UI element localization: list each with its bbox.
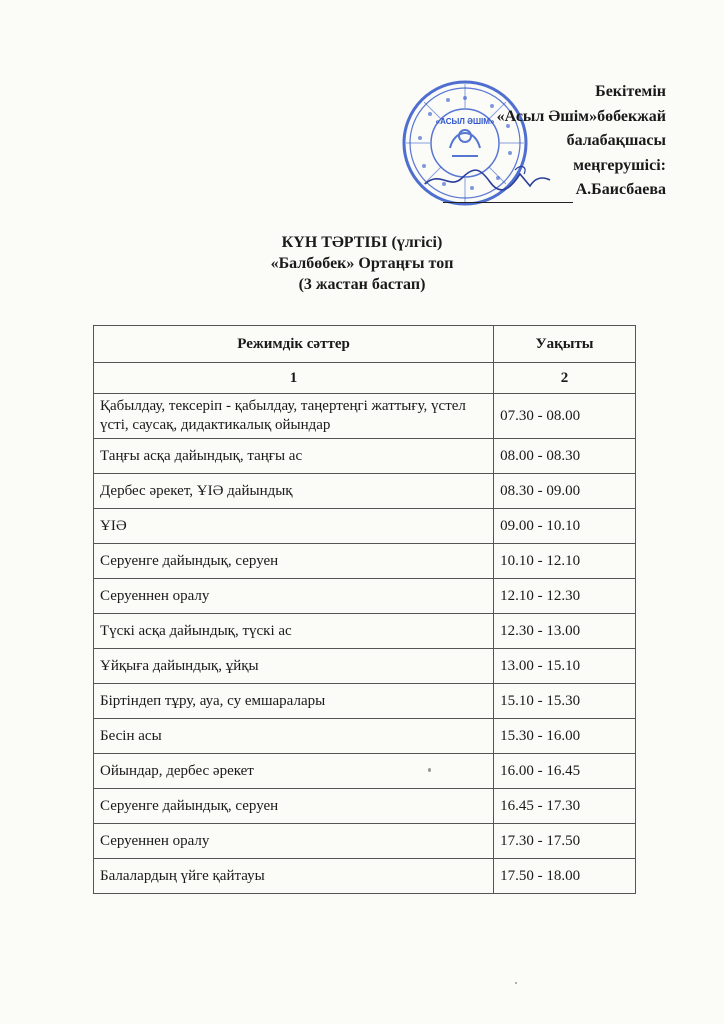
column-number-row <box>94 363 636 394</box>
activity-cell: Серуеннен оралу <box>94 579 494 614</box>
activity-cell: Балалардың үйге қайтауы <box>94 859 494 894</box>
approval-line: балабақшасы <box>566 132 666 149</box>
activity-cell: Қабылдау, тексеріп - қабылдау, таңертеңгі жаттығу, үстел үсті, саусақ, дидактикалық ойындар <box>94 394 494 439</box>
time-cell: 08.00 - 08.30 <box>494 439 636 474</box>
activity-cell: Түскі асқа дайындық, түскі ас <box>94 614 494 649</box>
table-row <box>94 579 636 614</box>
table-row <box>94 859 636 894</box>
table-row <box>94 754 636 789</box>
title-line-3: (3 жастан бастап) <box>298 276 426 293</box>
time-cell: 17.50 - 18.00 <box>494 859 636 894</box>
activity-cell: Біртіндеп тұру, ауа, су емшаралары <box>94 684 494 719</box>
table-row <box>94 614 636 649</box>
header-time: Уақыты <box>494 326 636 363</box>
table-row <box>94 509 636 544</box>
time-cell: 16.45 - 17.30 <box>494 789 636 824</box>
activity-cell: Дербес әрекет, ҰІӘ дайындық <box>94 474 494 509</box>
time-cell: 08.30 - 09.00 <box>494 474 636 509</box>
column-number: 2 <box>494 363 636 394</box>
time-cell: 10.10 - 12.10 <box>494 544 636 579</box>
time-cell: 13.00 - 15.10 <box>494 649 636 684</box>
activity-cell: Таңғы асқа дайындық, таңғы ас <box>94 439 494 474</box>
column-number: 1 <box>94 363 494 394</box>
approver-name: А.Баисбаева <box>575 181 666 198</box>
table-row <box>94 719 636 754</box>
table-row <box>94 474 636 509</box>
table-row <box>94 544 636 579</box>
table-row <box>94 394 636 439</box>
time-cell: 09.00 - 10.10 <box>494 509 636 544</box>
activity-cell: Серуеннен оралу <box>94 824 494 859</box>
scan-speck <box>515 982 517 984</box>
time-cell: 07.30 - 08.00 <box>494 394 636 439</box>
header-activity: Режимдік сәттер <box>94 326 494 363</box>
table-row <box>94 649 636 684</box>
time-cell: 15.30 - 16.00 <box>494 719 636 754</box>
table-header-row <box>94 326 636 363</box>
time-cell: 16.00 - 16.45 <box>494 754 636 789</box>
table-row <box>94 789 636 824</box>
activity-cell: Ұйқыға дайындық, ұйқы <box>94 649 494 684</box>
scan-speck <box>428 768 431 772</box>
time-cell: 12.30 - 13.00 <box>494 614 636 649</box>
signature-line <box>443 184 573 203</box>
time-cell: 15.10 - 15.30 <box>494 684 636 719</box>
approval-signature-row <box>443 178 666 203</box>
table-row <box>94 684 636 719</box>
time-cell: 12.10 - 12.30 <box>494 579 636 614</box>
approval-line: Бекітемін <box>595 83 666 100</box>
time-cell: 17.30 - 17.50 <box>494 824 636 859</box>
approval-line: «Асыл Әшім»бөбекжай <box>496 107 666 125</box>
activity-cell: Ойындар, дербес әрекет <box>94 754 494 789</box>
approval-line: меңгерушісі: <box>573 156 666 174</box>
approval-block <box>443 80 666 203</box>
activity-cell: ҰІӘ <box>94 509 494 544</box>
table-row <box>94 824 636 859</box>
document-title <box>0 232 724 295</box>
activity-cell: Бесін асы <box>94 719 494 754</box>
title-line-2: «Балбөбек» Ортаңғы топ <box>270 255 454 272</box>
svg-text:«АСЫЛ ӘШІМ»: «АСЫЛ ӘШІМ» <box>435 117 495 126</box>
activity-cell: Серуенге дайындық, серуен <box>94 789 494 824</box>
schedule-table <box>93 325 636 894</box>
title-line-1: КҮН ТӘРТІБІ (үлгісі) <box>281 234 443 251</box>
table-row <box>94 439 636 474</box>
activity-cell: Серуенге дайындық, серуен <box>94 544 494 579</box>
